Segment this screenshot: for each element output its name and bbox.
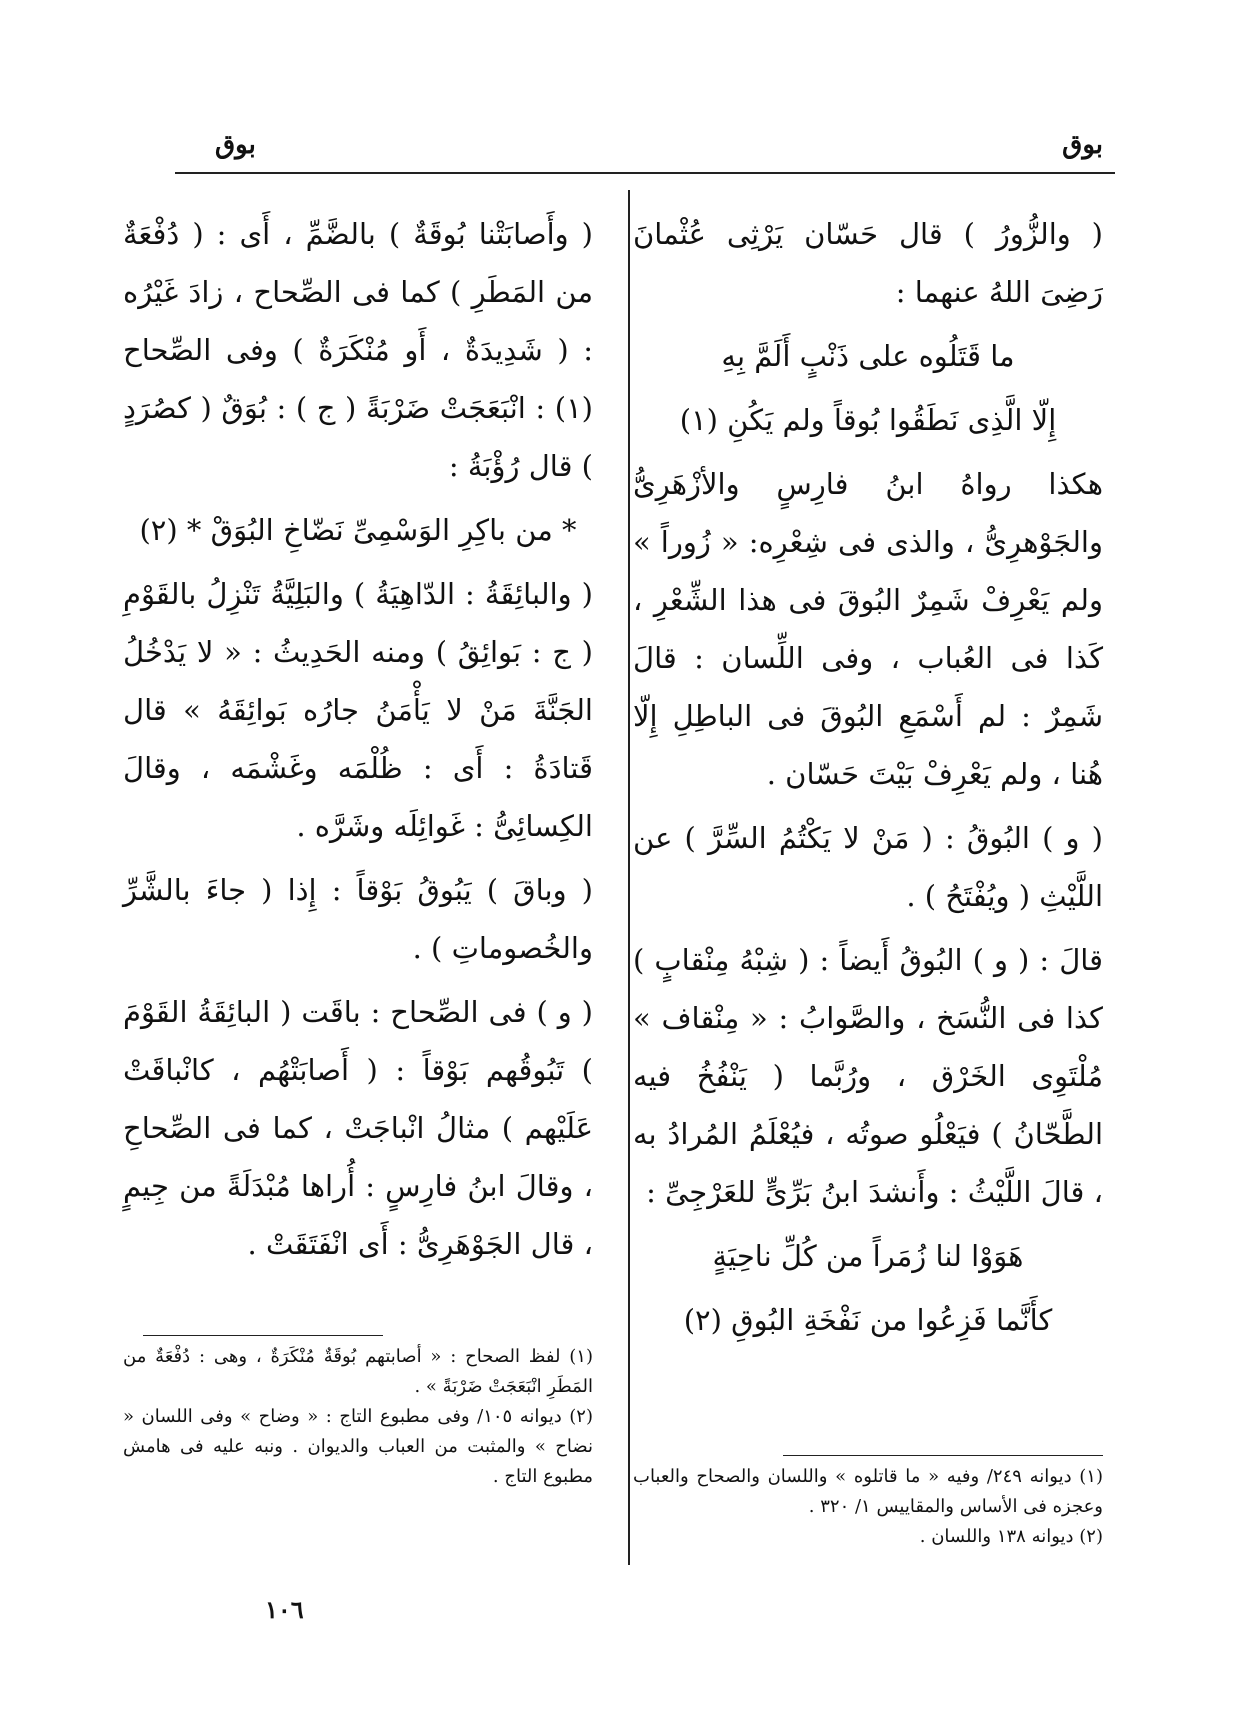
footnote: (٢) ديوانه ١٣٨ واللسان . <box>919 1526 1103 1547</box>
entry-paragraph: ( وباقَ ) يَبُوقُ بَوْقاً : إِذا ( جاءَ بالشَّرِّ والخُصوماتِ ) . <box>123 873 593 965</box>
entry-paragraph: ( والبائِقَةُ : الدّاهِيَةُ ) والبَلِيَّةُ تَنْزِلُ بالقَوْمِ ( ج : بَوائِقُ ) ومنه الحَدِيثُ : « لا يَدْخُلُ الجَنَّةَ مَنْ لا يَأْمَنُ جارُه بَوائِقَهُ » قال قَتادَةُ : أَى : ظُلْمَه وغَشْمَه ، وقالَ الكِسائِىُّ : غَوائِلَه وشَرَّه . <box>123 577 593 843</box>
entry-paragraph: هكذا رواهُ ابنُ فارِسٍ والأزْهَرِىُّ والجَوْهرِىُّ ، والذى فى شِعْرِه: « زُوراً » ولم يَعْرِفْ شَمِرٌ البُوقَ فى هذا الشِّعْرِ ، كَذا فى العُباب ، وفى اللِّسان : قالَ شَمِرٌ : لم أَسْمَعِ البُوقَ فى الباطِلِ إِلّا هُنا ، ولم يَعْرِفْ بَيْتَ حَسّان . <box>633 467 1103 791</box>
right-footnotes <box>633 1462 1103 1552</box>
page-number: ١٠٦ <box>265 1595 304 1624</box>
verse-line: * من باكِرِ الوَسْمِىِّ نَضّاخِ البُوَقْ * (٢) <box>139 513 577 547</box>
header-root-word-right: بوق <box>1062 130 1103 160</box>
verse-line: هَوَوْا لنا زُمَراً من كُلِّ ناحِيَةٍ <box>712 1239 1024 1273</box>
footnote: (١) ديوانه ٢٤٩/ وفيه « ما قاتلوه » واللسان والصحاح والعباب وعجزه فى الأساس والمقاييس ١/ ٣٢٠ . <box>633 1466 1103 1517</box>
footnote: (١) لفظ الصحاح : « أصابتهم بُوقَةٌ مُنْكَرَةٌ ، وهى : دُفْعَةٌ من المَطَرِ انْبَعَجَتْ ضَرْبَةً » . <box>123 1346 593 1397</box>
column-divider <box>628 190 630 1565</box>
footnote: (٢) ديوانه ١٠٥/ وفى مطبوع التاج : « وضاح » وفى اللسان « نضاح » والمثبت من العباب والديوان . ونبه عليه فى هامش مطبوع التاج . <box>123 1406 593 1487</box>
verse-line: إِلّا الَّذِى نَطَقُوا بُوقاً ولم يَكُنِ (١) <box>679 403 1057 437</box>
left-column <box>123 205 593 1279</box>
entry-paragraph: ( و ) فى الصِّحاح : باقَت ( البائِقَةُ القَوْمَ ) تَبُوقُهم بَوْقاً : ( أَصابَتْهُم ، كانْباقَتْ عَلَيْهم ) مثالُ انْباجَتْ ، كما فى الصِّحاحِ ، وقالَ ابنُ فارِسٍ : أُراها مُبْدَلَةً من جِيمٍ ، قال الجَوْهَرِىُّ : أَى انْفَتَقَتْ . <box>123 995 593 1261</box>
header-rule <box>175 172 1115 174</box>
entry-paragraph: قالَ : ( و ) البُوقُ أَيضاً : ( شِبْهُ مِنْقابٍ ) كذا فى النُّسَخ ، والصَّوابُ : « مِنْقاف » مُلْتَوِى الخَرْق ، ورُبَّما ( يَنْفُخُ فيه الطَّحّانُ ) فيَعْلُو صوتُه ، فيُعْلَمُ المُرادُ به ، قالَ اللَّيْثُ : وأَنشدَ ابنُ بَرِّىٍّ للعَرْجِىِّ : <box>633 943 1103 1209</box>
header-root-word-left: بوق <box>215 130 256 160</box>
entry-paragraph: ( و ) البُوقُ : ( مَنْ لا يَكْتُمُ السِّرَّ ) عن اللَّيْثِ ( ويُفْتَحُ ) . <box>633 821 1103 913</box>
footnote-rule-right <box>783 1455 1103 1456</box>
footnote-rule-left <box>143 1335 383 1336</box>
verse-line: ما قَتَلُوه على ذَنْبٍ أَلَمَّ بِهِ <box>721 339 1015 373</box>
left-footnotes <box>123 1342 593 1492</box>
entry-paragraph: ( وأَصابَتْنا بُوقَةٌ ) بالضَّمِّ ، أَى : ( دُفْعَةٌ من المَطَرِ ) كما فى الصِّحاح ، زادَ غَيْرُه : ( شَدِيدَةٌ ، أَو مُنْكَرَةٌ ) وفى الصِّحاح (١) : انْبَعَجَتْ ضَرْبَةً ( ج ) : بُوَقٌ ( كصُرَدٍ ) قال رُؤْبَةُ : <box>123 217 593 483</box>
right-column <box>633 205 1103 1355</box>
verse-line: كأَنَّما فَزِعُوا من نَفْخَةِ البُوقِ (٢) <box>683 1303 1053 1337</box>
entry-paragraph: ( والزُّورُ ) قال حَسّان يَرْثِى عُثْمانَ رَضِىَ اللهُ عنهما : <box>633 217 1103 309</box>
